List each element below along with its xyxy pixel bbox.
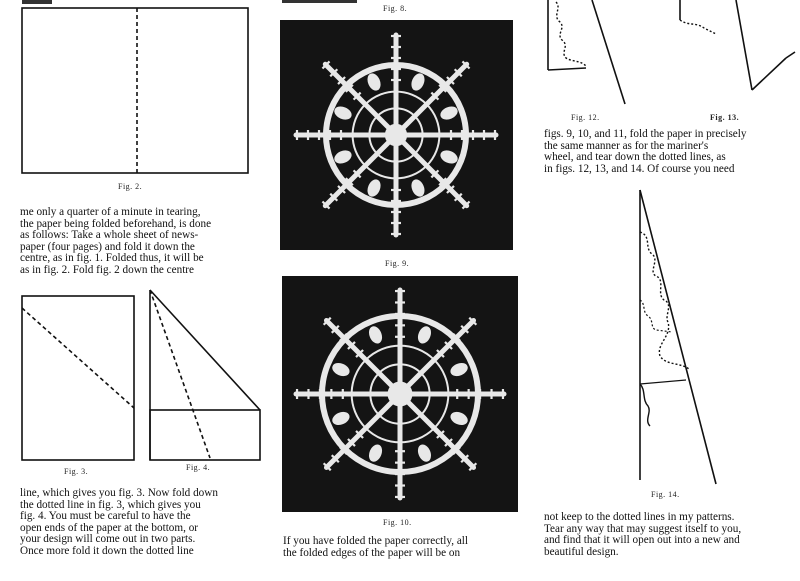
figure-12-caption: Fig. 12. bbox=[571, 113, 600, 122]
text-line: Tear any way that may suggest itself to you, bbox=[544, 522, 742, 535]
text-line: as follows: Take a whole sheet of news- bbox=[20, 229, 199, 242]
text-line: the paper being folded beforehand, is done bbox=[20, 217, 212, 230]
text-line: the folded edges of the paper will be on bbox=[283, 546, 461, 559]
text-line: and find that it will open out into a new and bbox=[544, 534, 740, 547]
text-line: beautiful design. bbox=[544, 545, 619, 558]
figure-10-caption: Fig. 10. bbox=[383, 518, 412, 527]
figure-8-caption: Fig. 8. bbox=[383, 4, 408, 13]
text-line: as in fig. 2. Fold fig. 2 down the centre bbox=[20, 263, 194, 276]
text-line: paper (four pages) and fold it down the bbox=[20, 240, 195, 253]
text-line: line, which gives you fig. 3. Now fold down bbox=[20, 487, 218, 499]
figure-13-caption: Fig. 13. bbox=[710, 113, 740, 122]
text-line: me only a quarter of a minute in tearing, bbox=[20, 206, 201, 218]
text-line: Once more fold it down the dotted line bbox=[20, 544, 194, 557]
right-paragraph-2 bbox=[544, 512, 792, 558]
middle-paragraph bbox=[283, 536, 523, 559]
figure-3-caption: Fig. 3. bbox=[64, 467, 89, 476]
text-line: figs. 9, 10, and 11, fold the paper in precisely bbox=[544, 128, 747, 140]
text-line: the dotted line in fig. 3, which gives you bbox=[20, 498, 201, 511]
text-line: your design will come out in two parts. bbox=[20, 533, 196, 546]
text-line: fig. 4. You must be careful to have the bbox=[20, 510, 191, 523]
figure-9-caption: Fig. 9. bbox=[385, 259, 410, 268]
figure-4-caption: Fig. 4. bbox=[186, 463, 211, 472]
figure-14-caption: Fig. 14. bbox=[651, 490, 680, 499]
text-line: not keep to the dotted lines in my patterns. bbox=[544, 511, 735, 523]
text-line: If you have folded the paper correctly, all bbox=[283, 535, 469, 547]
figure-2-caption: Fig. 2. bbox=[118, 182, 143, 191]
text-line: wheel, and tear down the dotted lines, as bbox=[544, 151, 726, 164]
text-line: in figs. 12, 13, and 14. Of course you need bbox=[544, 162, 735, 175]
text-line: open ends of the paper at the bottom, or bbox=[20, 521, 199, 534]
left-paragraph-2 bbox=[20, 488, 268, 558]
text-line: the same manner as for the mariner's bbox=[544, 139, 709, 152]
text-line: centre, as in fig. 1. Folded thus, it will be bbox=[20, 252, 204, 265]
